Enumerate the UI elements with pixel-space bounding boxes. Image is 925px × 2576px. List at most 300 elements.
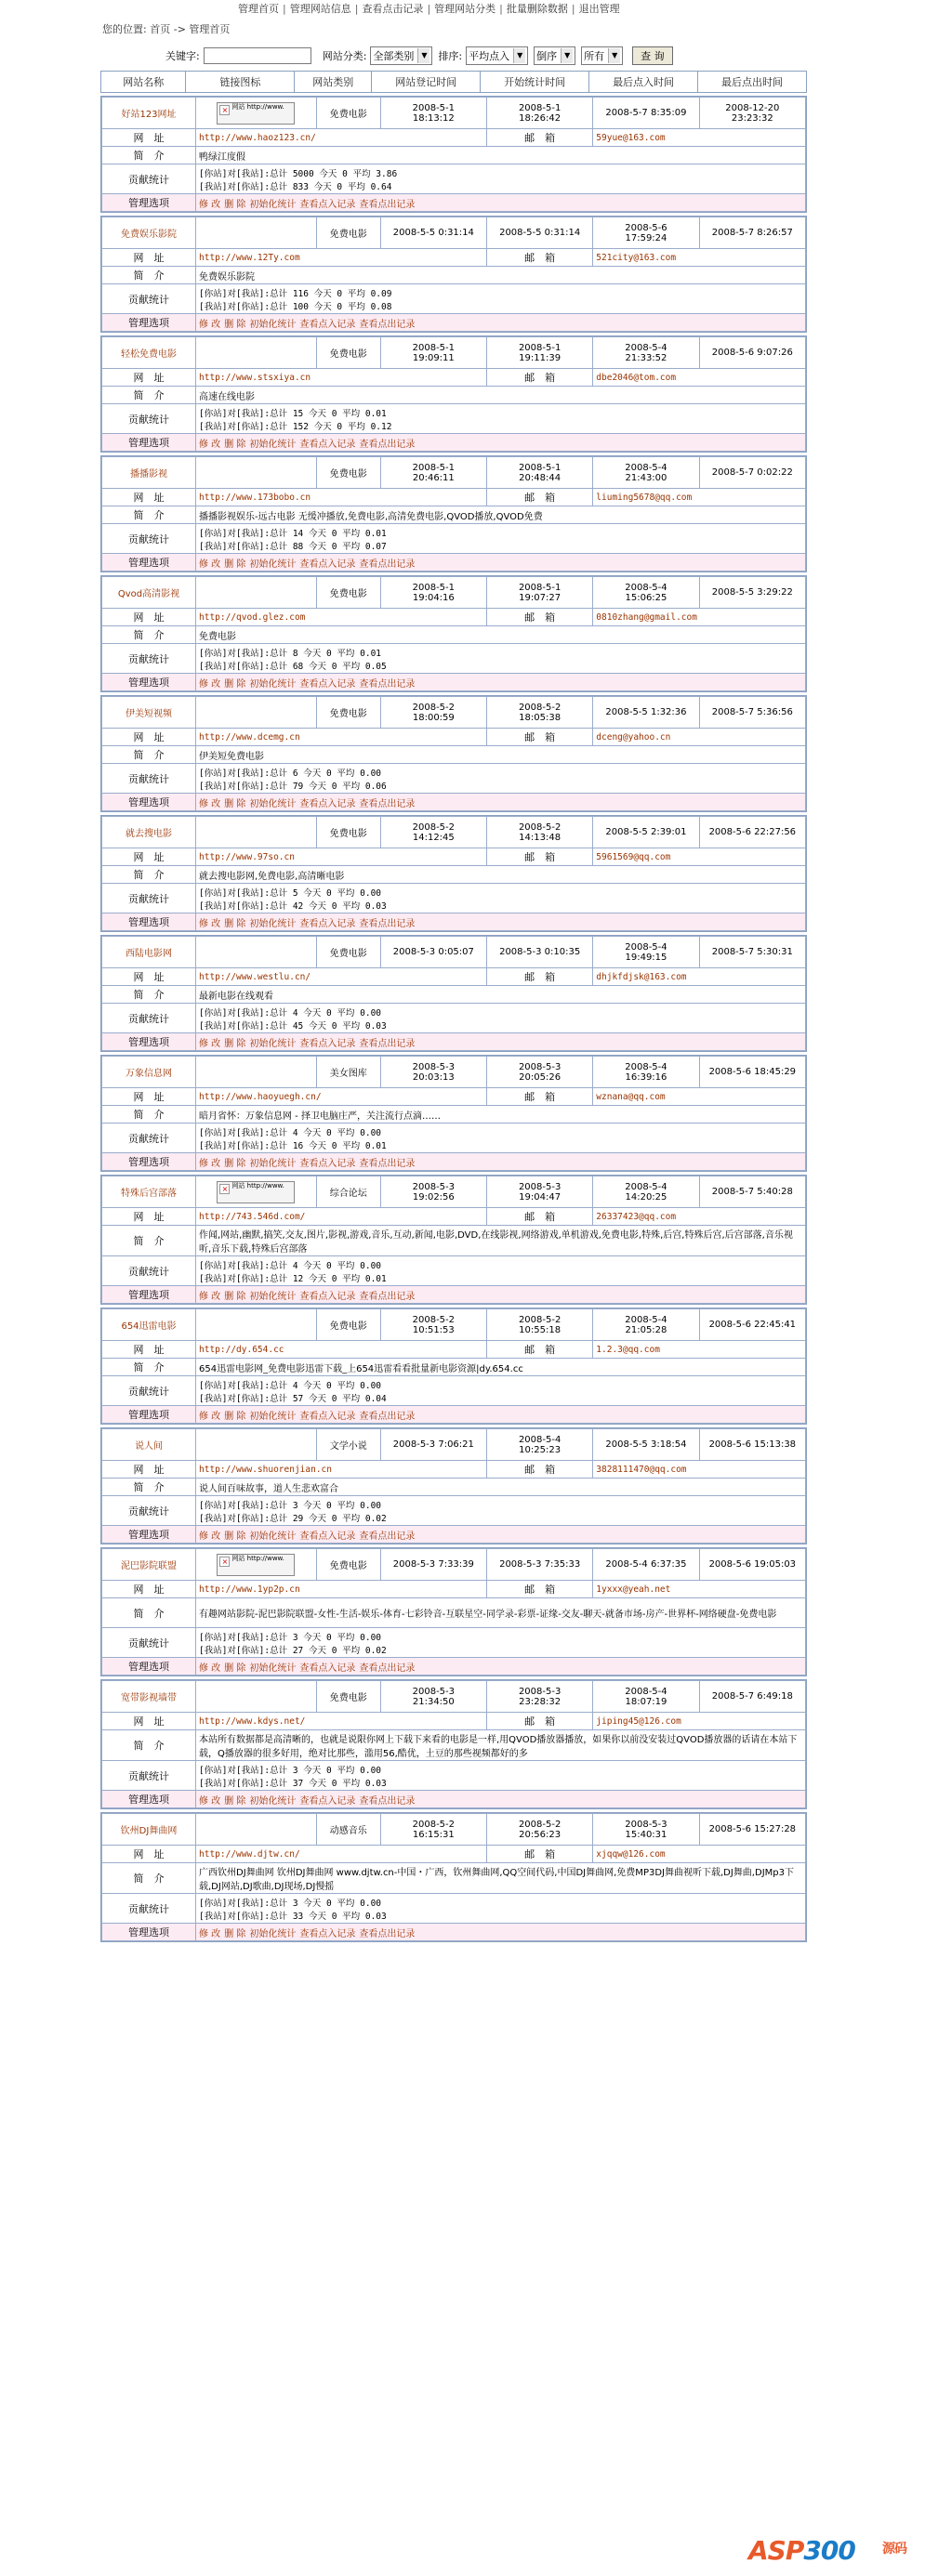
site-stats — [196, 1004, 806, 1033]
site-url-link[interactable]: http://www.djtw.cn/ — [196, 1846, 487, 1863]
chevron-down-icon: ▼ — [513, 48, 525, 63]
time-lastout: 2008-5-7 5:30:31 — [699, 937, 805, 968]
manage-option-link[interactable]: 查看点出记录 — [359, 1158, 416, 1169]
email-label: 邮 箱 — [486, 1208, 592, 1226]
time-lastout: 2008-5-7 8:26:57 — [699, 217, 805, 249]
manage-option-link[interactable]: 删 除 — [224, 1291, 246, 1302]
manage-option-link[interactable]: 查看点入记录 — [299, 439, 356, 450]
manage-label: 管理选项 — [102, 194, 196, 212]
stats-in: [你站]对[我站]:总计 3 今天 0 平均 0.00 — [199, 1765, 382, 1776]
site-intro: 播播影视娱乐-远古电影 无缓冲播放,免费电影,高清免费电影,QVOD播放,QVOD免费 — [196, 506, 806, 524]
nav-item[interactable]: 管理网站信息 — [289, 3, 351, 15]
breadcrumb-home-link[interactable]: 首页 — [150, 23, 171, 35]
column-header-cell: 最后点出时间 — [698, 72, 807, 93]
site-email-link[interactable]: 3828111470@qq.com — [593, 1461, 806, 1479]
manage-option-link[interactable]: 修 改 — [199, 1531, 221, 1542]
site-name-link[interactable]: 说人间 — [102, 1429, 196, 1461]
site-name-link[interactable]: 特殊后宫部落 — [102, 1176, 196, 1208]
manage-option-link[interactable]: 查看点出记录 — [359, 1038, 416, 1049]
breadcrumb-arrow: -> — [173, 23, 186, 35]
intro-label: 简 介 — [102, 626, 196, 644]
manage-option-link[interactable]: 查看点入记录 — [299, 918, 356, 929]
manage-option-link[interactable]: 查看点入记录 — [299, 559, 356, 570]
manage-option-link[interactable]: 初始化统计 — [249, 678, 297, 690]
email-label: 邮 箱 — [486, 968, 592, 986]
email-label: 邮 箱 — [486, 1581, 592, 1598]
site-url-link[interactable]: http://www.westlu.cn/ — [196, 968, 487, 986]
site-url-link[interactable]: http://www.dcemg.cn — [196, 729, 487, 746]
url-label: 网 址 — [102, 1208, 196, 1226]
manage-label: 管理选项 — [102, 1526, 196, 1544]
email-label: 邮 箱 — [486, 1088, 592, 1106]
time-start: 2008-5-2 10:55:18 — [486, 1309, 592, 1341]
manage-options — [196, 554, 806, 572]
time-lastin: 2008-5-4 14:20:25 — [593, 1176, 699, 1208]
keyword-label: 关键字: — [165, 50, 200, 62]
time-reg: 2008-5-3 7:33:39 — [380, 1549, 486, 1581]
manage-options — [196, 1286, 806, 1304]
manage-option-link[interactable]: 初始化统计 — [249, 918, 297, 929]
site-name-link[interactable]: 就去搜电影 — [102, 817, 196, 848]
manage-option-link[interactable]: 修 改 — [199, 319, 221, 330]
site-stats — [196, 284, 806, 314]
url-label: 网 址 — [102, 609, 196, 626]
manage-option-link[interactable]: 修 改 — [199, 918, 221, 929]
site-category: 免费电影 — [316, 217, 380, 249]
time-reg: 2008-5-1 18:13:12 — [380, 98, 486, 129]
manage-option-link[interactable]: 查看点入记录 — [299, 1663, 356, 1674]
manage-label: 管理选项 — [102, 674, 196, 691]
manage-option-link[interactable]: 修 改 — [199, 559, 221, 570]
site-record — [100, 815, 807, 932]
manage-option-link[interactable]: 查看点入记录 — [299, 1411, 356, 1422]
stats-out: [我站]对[你站]:总计 79 今天 0 平均 0.06 — [199, 781, 387, 792]
stats-in: [你站]对[我站]:总计 4 今天 0 平均 0.00 — [199, 1260, 382, 1271]
manage-option-link[interactable]: 删 除 — [224, 678, 246, 690]
stats-in: [你站]对[我站]:总计 15 今天 0 平均 0.01 — [199, 408, 387, 419]
time-reg: 2008-5-2 14:12:45 — [380, 817, 486, 848]
stats-out: [我站]对[你站]:总计 152 今天 0 平均 0.12 — [199, 421, 392, 432]
breadcrumb-current-link[interactable]: 管理首页 — [189, 23, 231, 35]
manage-option-link[interactable]: 删 除 — [224, 1411, 246, 1422]
stats-label: 贡献统计 — [102, 884, 196, 913]
site-url-link[interactable]: http://www.haoz123.cn/ — [196, 129, 487, 147]
time-start: 2008-5-2 18:05:38 — [486, 697, 592, 729]
time-start: 2008-5-1 18:26:42 — [486, 98, 592, 129]
manage-option-link[interactable]: 修 改 — [199, 1411, 221, 1422]
scope-select[interactable] — [581, 46, 623, 65]
manage-option-link[interactable]: 查看点出记录 — [359, 319, 416, 330]
manage-option-link[interactable]: 初始化统计 — [249, 559, 297, 570]
time-reg: 2008-5-3 0:05:07 — [380, 937, 486, 968]
manage-option-link[interactable]: 查看点入记录 — [299, 319, 356, 330]
site-email-link[interactable]: xjqqw@126.com — [593, 1846, 806, 1863]
time-lastin: 2008-5-4 19:49:15 — [593, 937, 699, 968]
site-intro: 广西钦州DJ舞曲网 钦州DJ舞曲网 www.djtw.cn-中国・广西，钦州舞曲网,QQ空间代码,中国DJ舞曲网,免费MP3DJ舞曲视听下载,DJ舞曲,DJMp3下载,DJ网站,DJ歌曲,DJ现场,DJ慢摇 — [196, 1863, 806, 1894]
manage-option-link[interactable]: 修 改 — [199, 1663, 221, 1674]
manage-option-link[interactable]: 初始化统计 — [249, 798, 297, 809]
banner-image[interactable] — [217, 1554, 295, 1576]
time-reg: 2008-5-3 19:02:56 — [380, 1176, 486, 1208]
manage-option-link[interactable]: 删 除 — [224, 559, 246, 570]
manage-label: 管理选项 — [102, 1791, 196, 1808]
manage-option-link[interactable]: 删 除 — [224, 1038, 246, 1049]
nav-item[interactable]: 管理首页 — [238, 3, 279, 15]
site-name-link[interactable]: 宽带影视墙带 — [102, 1681, 196, 1713]
intro-label: 简 介 — [102, 1863, 196, 1894]
intro-label: 简 介 — [102, 1479, 196, 1496]
manage-option-link[interactable]: 修 改 — [199, 798, 221, 809]
manage-option-link[interactable]: 查看点出记录 — [359, 439, 416, 450]
manage-option-link[interactable]: 初始化统计 — [249, 439, 297, 450]
site-stats — [196, 1496, 806, 1526]
keyword-input[interactable] — [204, 47, 311, 64]
time-lastin: 2008-5-4 16:39:16 — [593, 1057, 699, 1088]
site-email-link[interactable]: wznana@qq.com — [593, 1088, 806, 1106]
site-intro: 作闻,网站,幽默,搞笑,交友,图片,影视,游戏,音乐,互动,新闻,电影,DVD,在线影视,网络游戏,单机游戏,免费电影,特殊,后宫,特殊后宫,后宫部落,音乐视听,音乐下载,特殊后宫部落 — [196, 1226, 806, 1256]
site-name-link[interactable]: 钦州DJ舞曲网 — [102, 1814, 196, 1846]
time-start: 2008-5-1 19:07:27 — [486, 577, 592, 609]
intro-label: 简 介 — [102, 1106, 196, 1124]
category-select[interactable] — [370, 46, 432, 65]
time-lastin: 2008-5-5 2:39:01 — [593, 817, 699, 848]
manage-options — [196, 1791, 806, 1808]
manage-option-link[interactable]: 查看点出记录 — [359, 1663, 416, 1674]
url-label: 网 址 — [102, 249, 196, 267]
manage-options — [196, 1153, 806, 1171]
breadcrumb — [100, 19, 809, 41]
manage-label: 管理选项 — [102, 1924, 196, 1941]
manage-option-link[interactable]: 查看点入记录 — [299, 798, 356, 809]
site-stats — [196, 1761, 806, 1791]
manage-option-link[interactable]: 删 除 — [224, 798, 246, 809]
time-lastin: 2008-5-4 15:06:25 — [593, 577, 699, 609]
time-start: 2008-5-3 7:35:33 — [486, 1549, 592, 1581]
site-email-link[interactable]: dhjkfdjsk@163.com — [593, 968, 806, 986]
category-select-value: 全部类别 — [373, 50, 415, 62]
site-url-link[interactable]: http://www.12Ty.com — [196, 249, 487, 267]
manage-option-link[interactable]: 查看点入记录 — [299, 1928, 356, 1939]
site-url-link[interactable]: http://www.173bobo.cn — [196, 489, 487, 506]
site-url-link[interactable]: http://www.97so.cn — [196, 848, 487, 866]
broken-image-icon: × — [219, 1557, 230, 1567]
site-stats — [196, 1376, 806, 1406]
site-intro: 说人间百味故事，道人生悲欢富合 — [196, 1479, 806, 1496]
stats-in: [你站]对[我站]:总计 6 今天 0 平均 0.00 — [199, 768, 382, 779]
time-reg: 2008-5-5 0:31:14 — [380, 217, 486, 249]
manage-option-link[interactable]: 查看点入记录 — [299, 1795, 356, 1807]
site-email-link[interactable]: dceng@yahoo.cn — [593, 729, 806, 746]
time-lastin: 2008-5-7 8:35:09 — [593, 98, 699, 129]
manage-label: 管理选项 — [102, 554, 196, 572]
banner-text: 网站 http://www. — [231, 1182, 284, 1189]
intro-label: 简 介 — [102, 387, 196, 404]
site-url-link[interactable]: http://www.shuorenjian.cn — [196, 1461, 487, 1479]
time-lastout: 2008-5-6 18:45:29 — [699, 1057, 805, 1088]
site-name-link[interactable]: 好站123网址 — [102, 98, 196, 129]
manage-option-link[interactable]: 删 除 — [224, 1158, 246, 1169]
manage-option-link[interactable]: 修 改 — [199, 199, 221, 210]
time-start: 2008-5-4 10:25:23 — [486, 1429, 592, 1461]
manage-option-link[interactable]: 查看点出记录 — [359, 1928, 416, 1939]
chevron-down-icon: ▼ — [608, 48, 620, 63]
site-email-link[interactable]: liuming5678@qq.com — [593, 489, 806, 506]
site-stats — [196, 884, 806, 913]
site-name-link[interactable]: 伊美短视频 — [102, 697, 196, 729]
manage-option-link[interactable]: 初始化统计 — [249, 1158, 297, 1169]
site-url-link[interactable]: http://www.kdys.net/ — [196, 1713, 487, 1730]
watermark-b: 300 — [803, 2535, 855, 2566]
stats-out: [我站]对[你站]:总计 833 今天 0 平均 0.64 — [199, 181, 392, 192]
url-label: 网 址 — [102, 1088, 196, 1106]
site-name-link[interactable]: Qvod高清影视 — [102, 577, 196, 609]
site-name-link[interactable]: 654迅雷电影 — [102, 1309, 196, 1341]
nav-item[interactable]: 查看点击记录 — [362, 3, 424, 15]
intro-label: 简 介 — [102, 866, 196, 884]
intro-label: 简 介 — [102, 1598, 196, 1628]
manage-option-link[interactable]: 初始化统计 — [249, 199, 297, 210]
chevron-down-icon: ▼ — [417, 48, 429, 63]
search-bar — [100, 41, 809, 71]
nav-item[interactable]: 退出管理 — [578, 3, 620, 15]
time-start: 2008-5-3 0:10:35 — [486, 937, 592, 968]
site-name-link[interactable]: 西陆电影网 — [102, 937, 196, 968]
banner-cell — [196, 1057, 317, 1088]
manage-option-link[interactable]: 修 改 — [199, 1158, 221, 1169]
manage-option-link[interactable]: 删 除 — [224, 199, 246, 210]
banner-image[interactable] — [217, 102, 295, 125]
manage-option-link[interactable]: 初始化统计 — [249, 1663, 297, 1674]
manage-option-link[interactable]: 修 改 — [199, 678, 221, 690]
time-lastin: 2008-5-4 21:33:52 — [593, 337, 699, 369]
email-label: 邮 箱 — [486, 1713, 592, 1730]
intro-label: 简 介 — [102, 1359, 196, 1376]
stats-label: 贡献统计 — [102, 644, 196, 674]
stats-label: 贡献统计 — [102, 1761, 196, 1791]
manage-option-link[interactable]: 删 除 — [224, 1795, 246, 1807]
manage-option-link[interactable]: 查看点入记录 — [299, 1531, 356, 1542]
site-url-link[interactable]: http://743.546d.com/ — [196, 1208, 487, 1226]
site-name-link[interactable]: 万象信息网 — [102, 1057, 196, 1088]
manage-option-link[interactable]: 删 除 — [224, 319, 246, 330]
site-url-link[interactable]: http://www.1yp2p.cn — [196, 1581, 487, 1598]
site-name-link[interactable]: 泥巴影院联盟 — [102, 1549, 196, 1581]
stats-label: 贡献统计 — [102, 1256, 196, 1286]
manage-label: 管理选项 — [102, 794, 196, 811]
manage-option-link[interactable]: 查看点入记录 — [299, 199, 356, 210]
intro-label: 简 介 — [102, 147, 196, 164]
manage-option-link[interactable]: 查看点入记录 — [299, 1291, 356, 1302]
banner-cell — [196, 577, 317, 609]
site-record — [100, 1547, 807, 1676]
site-intro: 高速在线电影 — [196, 387, 806, 404]
site-email-link[interactable]: 5961569@qq.com — [593, 848, 806, 866]
manage-option-link[interactable]: 删 除 — [224, 1928, 246, 1939]
site-record — [100, 1175, 807, 1305]
site-category: 免费电影 — [316, 337, 380, 369]
email-label: 邮 箱 — [486, 1846, 592, 1863]
banner-cell — [196, 937, 317, 968]
site-intro: 免费电影 — [196, 626, 806, 644]
manage-label: 管理选项 — [102, 1153, 196, 1171]
manage-options — [196, 194, 806, 212]
site-record — [100, 335, 807, 453]
time-lastout: 2008-5-7 6:49:18 — [699, 1681, 805, 1713]
site-category: 免费电影 — [316, 1549, 380, 1581]
site-email-link[interactable]: 26337423@qq.com — [593, 1208, 806, 1226]
site-category: 文学小说 — [316, 1429, 380, 1461]
time-lastin: 2008-5-4 18:07:19 — [593, 1681, 699, 1713]
site-name-link[interactable]: 免费娱乐影院 — [102, 217, 196, 249]
manage-option-link[interactable]: 初始化统计 — [249, 1411, 297, 1422]
site-url-link[interactable]: http://dy.654.cc — [196, 1341, 487, 1359]
site-intro: 654迅雷电影网_免费电影迅雷下载_上654迅雷看看批量新电影资源|dy.654.cc — [196, 1359, 806, 1376]
manage-options — [196, 434, 806, 452]
site-category: 免费电影 — [316, 1681, 380, 1713]
site-email-link[interactable]: 1.2.3@qq.com — [593, 1341, 806, 1359]
stats-out: [我站]对[你站]:总计 12 今天 0 平均 0.01 — [199, 1273, 387, 1284]
manage-option-link[interactable]: 删 除 — [224, 918, 246, 929]
stats-out: [我站]对[你站]:总计 42 今天 0 平均 0.03 — [199, 900, 387, 912]
url-label: 网 址 — [102, 1341, 196, 1359]
order-select[interactable] — [534, 46, 575, 65]
banner-cell — [196, 1681, 317, 1713]
manage-option-link[interactable]: 修 改 — [199, 439, 221, 450]
banner-cell — [196, 1429, 317, 1461]
url-label: 网 址 — [102, 968, 196, 986]
broken-image-icon: × — [219, 105, 230, 115]
site-email-link[interactable]: 521city@163.com — [593, 249, 806, 267]
banner-cell — [196, 697, 317, 729]
manage-option-link[interactable]: 查看点出记录 — [359, 798, 416, 809]
manage-option-link[interactable]: 删 除 — [224, 1663, 246, 1674]
site-record — [100, 1055, 807, 1172]
stats-in: [你站]对[我站]:总计 8 今天 0 平均 0.01 — [199, 648, 382, 659]
manage-option-link[interactable]: 查看点出记录 — [359, 199, 416, 210]
manage-option-link[interactable]: 删 除 — [224, 439, 246, 450]
stats-in: [你站]对[我站]:总计 3 今天 0 平均 0.00 — [199, 1500, 382, 1511]
banner-cell — [196, 217, 317, 249]
manage-option-link[interactable]: 查看点出记录 — [359, 678, 416, 690]
search-button[interactable]: 查 询 — [632, 46, 673, 65]
url-label: 网 址 — [102, 1581, 196, 1598]
site-name-link[interactable]: 播播影视 — [102, 457, 196, 489]
manage-option-link[interactable]: 初始化统计 — [249, 1038, 297, 1049]
chevron-down-icon: ▼ — [561, 48, 573, 63]
time-lastin: 2008-5-4 21:43:00 — [593, 457, 699, 489]
site-url-link[interactable]: http://www.stsxiya.cn — [196, 369, 487, 387]
breadcrumb-label: 您的位置: — [102, 23, 147, 35]
manage-option-link[interactable]: 删 除 — [224, 1531, 246, 1542]
manage-option-link[interactable]: 初始化统计 — [249, 1291, 297, 1302]
manage-label: 管理选项 — [102, 314, 196, 332]
stats-in: [你站]对[我站]:总计 3 今天 0 平均 0.00 — [199, 1632, 382, 1643]
manage-option-link[interactable]: 修 改 — [199, 1795, 221, 1807]
nav-separator: | — [283, 3, 286, 15]
manage-option-link[interactable]: 初始化统计 — [249, 1928, 297, 1939]
site-record — [100, 575, 807, 692]
site-intro: 暗月省怀：万象信息网 - 择卫电脑庄严，关注流行点滴…… — [196, 1106, 806, 1124]
manage-option-link[interactable]: 查看点入记录 — [299, 678, 356, 690]
site-url-link[interactable]: http://www.haoyuegh.cn/ — [196, 1088, 487, 1106]
banner-image[interactable] — [217, 1181, 295, 1203]
site-record — [100, 695, 807, 812]
sort-select[interactable] — [466, 46, 528, 65]
nav-separator: | — [354, 3, 359, 15]
intro-label: 简 介 — [102, 1730, 196, 1761]
manage-option-link[interactable]: 查看点出记录 — [359, 1795, 416, 1807]
site-email-link[interactable]: 1yxxx@yeah.net — [593, 1581, 806, 1598]
order-select-value: 倒序 — [536, 50, 558, 62]
manage-option-link[interactable]: 查看点出记录 — [359, 918, 416, 929]
time-start: 2008-5-2 20:56:23 — [486, 1814, 592, 1846]
watermark-c: 源码 — [882, 2542, 906, 2556]
manage-option-link[interactable]: 查看点出记录 — [359, 1531, 416, 1542]
nav-item[interactable]: 管理网站分类 — [434, 3, 496, 15]
site-record — [100, 1812, 807, 1942]
url-label: 网 址 — [102, 848, 196, 866]
time-lastin: 2008-5-5 3:18:54 — [593, 1429, 699, 1461]
manage-option-link[interactable]: 初始化统计 — [249, 1795, 297, 1807]
time-start: 2008-5-3 19:04:47 — [486, 1176, 592, 1208]
site-category: 免费电影 — [316, 577, 380, 609]
site-url-link[interactable]: http://qvod.glez.com — [196, 609, 487, 626]
manage-option-link[interactable]: 查看点出记录 — [359, 1291, 416, 1302]
stats-out: [我站]对[你站]:总计 57 今天 0 平均 0.04 — [199, 1393, 387, 1404]
site-email-link[interactable]: 0810zhang@gmail.com — [593, 609, 806, 626]
site-category: 综合论坛 — [316, 1176, 380, 1208]
manage-label: 管理选项 — [102, 1286, 196, 1304]
time-start: 2008-5-2 14:13:48 — [486, 817, 592, 848]
time-lastout: 2008-5-7 5:40:28 — [699, 1176, 805, 1208]
manage-options — [196, 913, 806, 931]
manage-label: 管理选项 — [102, 434, 196, 452]
stats-out: [我站]对[你站]:总计 45 今天 0 平均 0.03 — [199, 1020, 387, 1032]
url-label: 网 址 — [102, 1846, 196, 1863]
manage-option-link[interactable]: 查看点入记录 — [299, 1038, 356, 1049]
site-email-link[interactable]: dbe2046@tom.com — [593, 369, 806, 387]
manage-option-link[interactable]: 修 改 — [199, 1928, 221, 1939]
site-email-link[interactable]: 59yue@163.com — [593, 129, 806, 147]
stats-label: 贡献统计 — [102, 1628, 196, 1658]
site-stats — [196, 1256, 806, 1286]
stats-in: [你站]对[我站]:总计 3 今天 0 平均 0.00 — [199, 1898, 382, 1909]
site-category: 免费电影 — [316, 817, 380, 848]
scope-select-value: 所有 — [584, 50, 605, 62]
manage-option-link[interactable]: 初始化统计 — [249, 1531, 297, 1542]
site-stats — [196, 524, 806, 554]
manage-option-link[interactable]: 查看点出记录 — [359, 559, 416, 570]
site-name-link[interactable]: 轻松免费电影 — [102, 337, 196, 369]
manage-option-link[interactable]: 初始化统计 — [249, 319, 297, 330]
manage-option-link[interactable]: 修 改 — [199, 1038, 221, 1049]
site-record — [100, 1427, 807, 1544]
nav-item[interactable]: 批量删除数据 — [506, 3, 568, 15]
email-label: 邮 箱 — [486, 729, 592, 746]
manage-option-link[interactable]: 查看点出记录 — [359, 1411, 416, 1422]
site-record — [100, 96, 807, 213]
site-stats — [196, 644, 806, 674]
stats-in: [你站]对[我站]:总计 4 今天 0 平均 0.00 — [199, 1127, 382, 1138]
site-email-link[interactable]: jiping45@126.com — [593, 1713, 806, 1730]
site-intro: 鸭绿江度假 — [196, 147, 806, 164]
manage-options — [196, 1924, 806, 1941]
site-category: 美女图库 — [316, 1057, 380, 1088]
manage-option-link[interactable]: 查看点入记录 — [299, 1158, 356, 1169]
site-category: 动感音乐 — [316, 1814, 380, 1846]
time-reg: 2008-5-2 10:51:53 — [380, 1309, 486, 1341]
manage-option-link[interactable]: 修 改 — [199, 1291, 221, 1302]
